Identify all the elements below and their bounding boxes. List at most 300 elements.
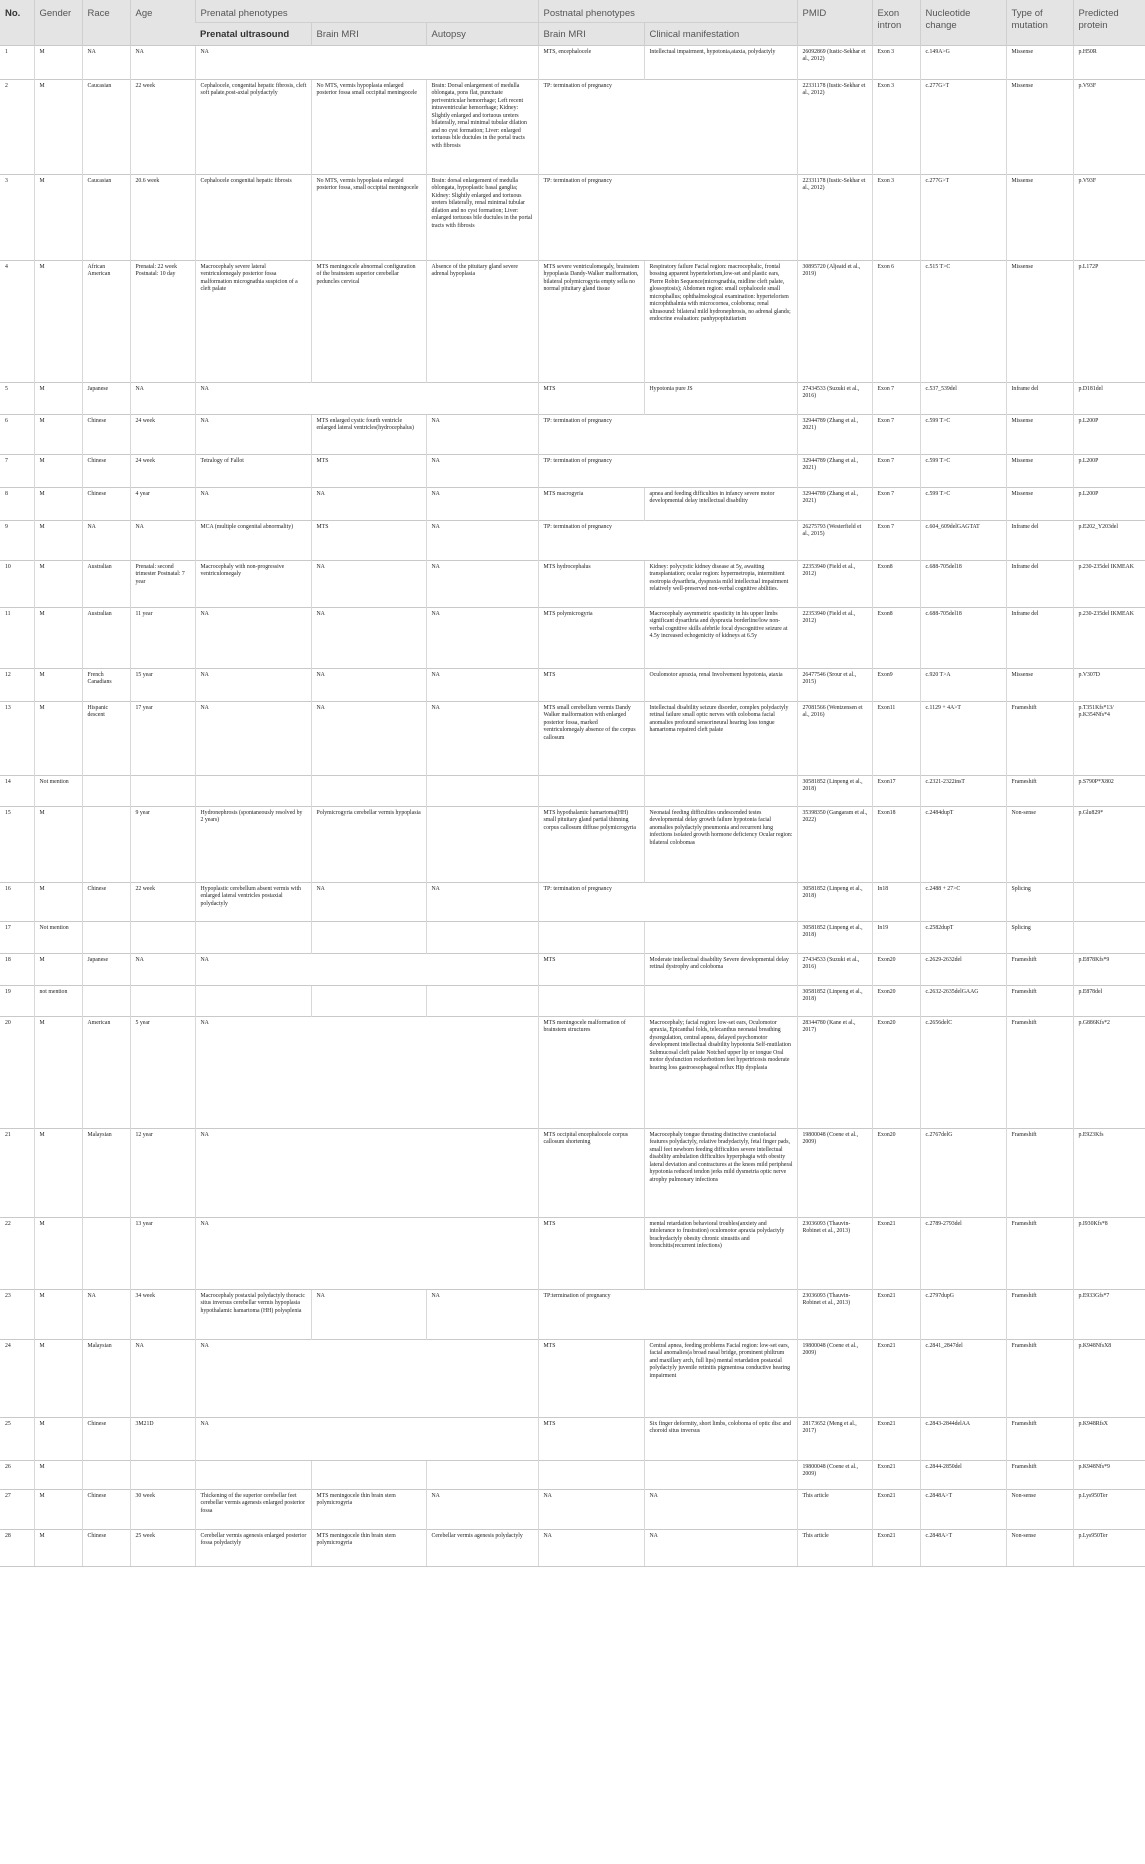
- cell-nucleotide-change: c.2789-2793del: [920, 1217, 1006, 1289]
- table-header: [0, 0, 1145, 45]
- cell-nucleotide-change: c.2767delG: [920, 1128, 1006, 1217]
- cell-nucleotide-change: c.2848A>T: [920, 1489, 1006, 1529]
- cell-mutation-type: Splicing: [1006, 921, 1073, 953]
- cell-nucleotide-change: c.920 T>A: [920, 668, 1006, 701]
- cell-postnatal-brain-mri: MTS: [538, 668, 644, 701]
- cell-age: 9 year: [130, 806, 195, 882]
- cell-exon-intron: Exon8: [872, 560, 920, 607]
- cell-predicted-protein: p.H50R: [1073, 45, 1145, 79]
- cell-no: 7: [0, 454, 34, 487]
- cell-gender: M: [34, 1460, 82, 1489]
- cell-gender: M: [34, 79, 82, 174]
- cell-autopsy: NA: [426, 882, 538, 921]
- table-row: [0, 382, 1145, 414]
- table-row: [0, 1016, 1145, 1128]
- cell-mutation-type: Non-sense: [1006, 1529, 1073, 1566]
- cell-mutation-type: Frameshift: [1006, 985, 1073, 1016]
- cell-no: 21: [0, 1128, 34, 1217]
- cell-mutation-type: Frameshift: [1006, 1460, 1073, 1489]
- cell-mutation-type: Frameshift: [1006, 701, 1073, 775]
- table-row: [0, 520, 1145, 560]
- cell-prenatal-brain-mri: MTS meningocele thin brain stem polymicrogyria: [311, 1529, 426, 1566]
- table-row: [0, 487, 1145, 520]
- cell-exon-intron: Exon 6: [872, 260, 920, 382]
- table-row: [0, 806, 1145, 882]
- cell-prenatal-brain-mri: NA: [311, 1289, 426, 1339]
- cell-postnatal-brain-mri: MTS: [538, 1339, 644, 1417]
- cell-pmid: 22353940 (Field et al., 2012): [797, 560, 872, 607]
- cell-predicted-protein: p.V93F: [1073, 79, 1145, 174]
- table-row: [0, 414, 1145, 454]
- cell-no: 2: [0, 79, 34, 174]
- cell-autopsy: NA: [426, 454, 538, 487]
- cell-pmid: 22331178 (Iustic-Sekhar et al., 2012): [797, 79, 872, 174]
- cell-nucleotide-change: c.2797dupG: [920, 1289, 1006, 1339]
- cell-prenatal-brain-mri: No MTS, vermis hypoplasia enlarged posterior fossa, small occipital meningocele: [311, 174, 426, 260]
- cell-prenatal-ultrasound: NA: [195, 1417, 538, 1460]
- cell-pmid: 22353940 (Field et al., 2012): [797, 607, 872, 668]
- cell-age: NA: [130, 953, 195, 985]
- cell-prenatal-ultrasound: NA: [195, 1339, 538, 1417]
- cell-exon-intron: Exon21: [872, 1417, 920, 1460]
- cell-prenatal-ultrasound: [195, 985, 311, 1016]
- cell-prenatal-brain-mri: NA: [311, 607, 426, 668]
- table-row: [0, 668, 1145, 701]
- cell-prenatal-ultrasound: Macrocephaly severe lateral ventriculomegaly posterior fossa malformation micrognathia suspicion of a cleft palate: [195, 260, 311, 382]
- cell-no: 4: [0, 260, 34, 382]
- cell-nucleotide-change: c.537_539del: [920, 382, 1006, 414]
- cell-gender: M: [34, 520, 82, 560]
- cell-autopsy: NA: [426, 1289, 538, 1339]
- cell-postnatal-brain-mri: MTS, encephalocele: [538, 45, 644, 79]
- cell-race: Hispanic descent: [82, 701, 130, 775]
- cell-gender: M: [34, 260, 82, 382]
- cell-mutation-type: Non-sense: [1006, 806, 1073, 882]
- header-autopsy: Autopsy: [426, 22, 538, 45]
- table-row: [0, 985, 1145, 1016]
- cell-pmid: 26092869 (Iustic-Sekhar et al., 2012): [797, 45, 872, 79]
- cell-prenatal-ultrasound: NA: [195, 701, 311, 775]
- cell-postnatal-brain-mri: MTS: [538, 1217, 644, 1289]
- cell-no: 10: [0, 560, 34, 607]
- cell-age: 25 week: [130, 1529, 195, 1566]
- cell-gender: M: [34, 1217, 82, 1289]
- cell-pmid: 32944789 (Zhang et al., 2021): [797, 487, 872, 520]
- cell-pmid: 27434533 (Suzuki et al., 2016): [797, 953, 872, 985]
- cell-race: [82, 921, 130, 953]
- cell-age: 13 year: [130, 1217, 195, 1289]
- cell-exon-intron: Exon 3: [872, 45, 920, 79]
- table-row: [0, 1289, 1145, 1339]
- cell-predicted-protein: p.T351Kfs*13/ p.K354Nfs*4: [1073, 701, 1145, 775]
- cell-age: NA: [130, 382, 195, 414]
- cell-gender: M: [34, 414, 82, 454]
- table-row: [0, 45, 1145, 79]
- cell-predicted-protein: p.E202_Y203del: [1073, 520, 1145, 560]
- cell-gender: M: [34, 487, 82, 520]
- cell-gender: M: [34, 1339, 82, 1417]
- cell-exon-intron: Exon 3: [872, 174, 920, 260]
- cell-postnatal-brain-mri: MTS: [538, 953, 644, 985]
- cell-race: Chinese: [82, 1417, 130, 1460]
- cell-pmid: 30581852 (Linpeng et al., 2018): [797, 775, 872, 806]
- cell-clinical-manifestation: Macrocephaly tongue thrusting distinctive craniofacial features polydactyly, relative bradydactyly, fetal finger pads, small feet newborn feeding difficulties severe intellectual disability ambulation difficulties hyperphagia with obesity lateral deviation and contractures at the knees mild peripheral hypotonia reduced tendon jerks mild dysmetria optic nerve atrophy pulmonary infections: [644, 1128, 797, 1217]
- cell-age: 24 week: [130, 414, 195, 454]
- cell-postnatal-brain-mri: MTS hypothalamic hamartoma(HH) small pituitary gland partial thinning corpus callosum diffuse polymicrogyria: [538, 806, 644, 882]
- cell-race: Australian: [82, 607, 130, 668]
- cell-age: NA: [130, 520, 195, 560]
- cell-exon-intron: Exon20: [872, 953, 920, 985]
- cell-nucleotide-change: c.2843-2844delAA: [920, 1417, 1006, 1460]
- cell-predicted-protein: p.V307D: [1073, 668, 1145, 701]
- cell-race: [82, 1217, 130, 1289]
- cell-age: 4 year: [130, 487, 195, 520]
- cell-gender: M: [34, 560, 82, 607]
- cell-clinical-manifestation: Central apnea, feeding problems Facial region: low-set ears, facial anomalies(a broad nasal bridge, prominent philtrum and maxillary arch, full lips) mental retardation postaxial polydactyly juvenile retinitis pigmentosa conductive hearing impairment: [644, 1339, 797, 1417]
- cell-exon-intron: Exon21: [872, 1489, 920, 1529]
- cell-clinical-manifestation: Moderate intellectual disability Severe developmental delay retinal dystrophy and coloboma: [644, 953, 797, 985]
- cell-autopsy: NA: [426, 520, 538, 560]
- cell-mutation-type: Missense: [1006, 45, 1073, 79]
- cell-pmid: 22331178 (Iustic-Sekhar et al., 2012): [797, 174, 872, 260]
- cell-no: 1: [0, 45, 34, 79]
- cell-postnatal-brain-mri: TP: termination of pregnancy: [538, 414, 797, 454]
- cell-autopsy: NA: [426, 487, 538, 520]
- cell-prenatal-brain-mri: Polymicrogyria cerebellar vermis hypoplasia: [311, 806, 426, 882]
- cell-prenatal-brain-mri: No MTS, vermis hypoplasia enlarged posterior fossa small occipital meningocele: [311, 79, 426, 174]
- table-row: [0, 79, 1145, 174]
- cell-gender: M: [34, 454, 82, 487]
- cell-race: French Canadians: [82, 668, 130, 701]
- cell-race: NA: [82, 520, 130, 560]
- cell-mutation-type: Frameshift: [1006, 1016, 1073, 1128]
- cell-prenatal-brain-mri: MTS meningocele thin brain stem polymicrogyria: [311, 1489, 426, 1529]
- cell-postnatal-brain-mri: TP: termination of pregnancy: [538, 882, 797, 921]
- cell-postnatal-brain-mri: MTS: [538, 382, 644, 414]
- cell-prenatal-ultrasound: Cephalocele congenital hepatic fibrosis: [195, 174, 311, 260]
- cell-pmid: This article: [797, 1489, 872, 1529]
- cell-predicted-protein: p.Glu829*: [1073, 806, 1145, 882]
- header-postnatal-phenotypes: Postnatal phenotypes: [538, 0, 797, 22]
- cell-clinical-manifestation: Kidney: polycystic kidney disease at 5y, awaiting transplantation; ocular region: hypermetropia, intermittent esotropia dysarthria, dyspraxia mild intellectual impairment relatively well-preserved non-verbal cognitive abilities.: [644, 560, 797, 607]
- cell-exon-intron: Exon8: [872, 607, 920, 668]
- cell-age: 5 year: [130, 1016, 195, 1128]
- cell-nucleotide-change: c.1129 + 4A>T: [920, 701, 1006, 775]
- cell-mutation-type: Missense: [1006, 487, 1073, 520]
- cell-autopsy: NA: [426, 560, 538, 607]
- cell-predicted-protein: p.230-235del IKMEAK: [1073, 560, 1145, 607]
- cell-prenatal-brain-mri: NA: [311, 560, 426, 607]
- cell-exon-intron: Exon20: [872, 1128, 920, 1217]
- cell-pmid: 32944789 (Zhang et al., 2021): [797, 454, 872, 487]
- cell-prenatal-ultrasound: NA: [195, 45, 538, 79]
- cell-age: NA: [130, 1339, 195, 1417]
- cell-gender: M: [34, 806, 82, 882]
- cell-clinical-manifestation: [644, 985, 797, 1016]
- cell-clinical-manifestation: [644, 775, 797, 806]
- table-row: [0, 701, 1145, 775]
- cell-prenatal-ultrasound: NA: [195, 382, 538, 414]
- cell-predicted-protein: p.K948NfsX8: [1073, 1339, 1145, 1417]
- cell-postnatal-brain-mri: NA: [538, 1529, 644, 1566]
- cell-age: 30 week: [130, 1489, 195, 1529]
- table-row: [0, 454, 1145, 487]
- cell-nucleotide-change: c.149A>G: [920, 45, 1006, 79]
- cell-prenatal-ultrasound: Cerebellar vermis agenesis enlarged posterior fossa polydactyly: [195, 1529, 311, 1566]
- table-row: [0, 560, 1145, 607]
- cell-predicted-protein: p.E933Gfs*7: [1073, 1289, 1145, 1339]
- cell-predicted-protein: p.L172P: [1073, 260, 1145, 382]
- cell-postnatal-brain-mri: MTS occipital encephalocele corpus callosum shortening: [538, 1128, 644, 1217]
- cell-exon-intron: Exon21: [872, 1289, 920, 1339]
- cell-prenatal-ultrasound: NA: [195, 487, 311, 520]
- cell-age: NA: [130, 45, 195, 79]
- cell-exon-intron: Exon21: [872, 1339, 920, 1417]
- cell-race: [82, 985, 130, 1016]
- cell-gender: not mention: [34, 985, 82, 1016]
- cell-no: 8: [0, 487, 34, 520]
- cell-pmid: 26275793 (Westerfield et al., 2015): [797, 520, 872, 560]
- cell-prenatal-ultrasound: Hypoplastic cerebellum absent vermis with enlarged lateral ventricles postaxial polydactyly: [195, 882, 311, 921]
- cell-prenatal-ultrasound: Macrocephaly postaxial polydactyly thoracic situs inversus cerebellar vermis hypoplasia hypothalamic hamartoma (HH) polysplenia: [195, 1289, 311, 1339]
- cell-race: Malaysian: [82, 1339, 130, 1417]
- cell-postnatal-brain-mri: MTS severe ventriculomegaly, brainstem hypoplasia Dandy-Walker malformation, bilateral polymicrogyria empty sella no normal pituitary gland tissue: [538, 260, 644, 382]
- cell-gender: M: [34, 953, 82, 985]
- cell-exon-intron: Exon 7: [872, 382, 920, 414]
- cell-age: 11 year: [130, 607, 195, 668]
- cell-mutation-type: Frameshift: [1006, 1128, 1073, 1217]
- table-row: [0, 1217, 1145, 1289]
- cell-gender: M: [34, 382, 82, 414]
- cell-prenatal-ultrasound: MCA (multiple congenital abnormality): [195, 520, 311, 560]
- cell-predicted-protein: p.G886Kfs*2: [1073, 1016, 1145, 1128]
- cell-postnatal-brain-mri: TP: termination of pregnancy: [538, 174, 797, 260]
- cell-prenatal-brain-mri: [311, 1460, 426, 1489]
- cell-clinical-manifestation: Intellectual impairment, hypotonia,ataxia, polydactyly: [644, 45, 797, 79]
- cell-pmid: 23036093 (Thauvin-Robinet et al., 2013): [797, 1217, 872, 1289]
- cell-mutation-type: Frameshift: [1006, 1289, 1073, 1339]
- table-row: [0, 1128, 1145, 1217]
- cell-prenatal-brain-mri: [311, 921, 426, 953]
- cell-postnatal-brain-mri: MTS polymicrogyria: [538, 607, 644, 668]
- cell-predicted-protein: p.Lys950Ter: [1073, 1489, 1145, 1529]
- table-body: [0, 45, 1145, 1566]
- cell-exon-intron: Exon17: [872, 775, 920, 806]
- cell-race: African American: [82, 260, 130, 382]
- cell-exon-intron: Exon21: [872, 1460, 920, 1489]
- cell-exon-intron: Exon11: [872, 701, 920, 775]
- cell-postnatal-brain-mri: TP:termination of pregnancy: [538, 1289, 797, 1339]
- cell-mutation-type: Frameshift: [1006, 1217, 1073, 1289]
- cell-clinical-manifestation: Oculomotor apraxia, renal Involvement hypotonia, ataxia: [644, 668, 797, 701]
- cell-race: [82, 806, 130, 882]
- cell-nucleotide-change: c.2321-2322insT: [920, 775, 1006, 806]
- cell-race: Chinese: [82, 487, 130, 520]
- cell-race: [82, 775, 130, 806]
- header-exon-intron: Exon intron: [872, 0, 920, 45]
- cell-prenatal-brain-mri: MTS: [311, 454, 426, 487]
- cell-prenatal-ultrasound: Hydronephrosis (spontaneously resolved by 2 years): [195, 806, 311, 882]
- cell-autopsy: NA: [426, 414, 538, 454]
- cell-postnatal-brain-mri: MTS macrogyria: [538, 487, 644, 520]
- cell-clinical-manifestation: Respiratory failure Facial region: macrocephalic, frontal bossing apparent hypertelorism,low-set and plastic ears, Pierre Robin Sequence(micrognathia, midline cleft palate, glossoptosis); Abdomen region: small cephalocele small microphallus; ophthalmological examination: hypertelorism microphthalmia with microcornea, coloboma; renal ultrasound: bilateral mild hydronephrosis, no adrenal glands; endocrine evaluation: panhypopituitarism: [644, 260, 797, 382]
- cell-age: Prenatal: second trimester Postnatal: 7 year: [130, 560, 195, 607]
- cell-clinical-manifestation: mental retardation behavioral troubles(anxiety and intolerance to frustration) oculomotor apraxia polydactyly brachydactyly obesity chronic sinusitis and bronchitis(recurrent infections): [644, 1217, 797, 1289]
- cell-clinical-manifestation: NA: [644, 1529, 797, 1566]
- cell-nucleotide-change: c.2629-2632del: [920, 953, 1006, 985]
- cell-race: NA: [82, 1289, 130, 1339]
- cell-pmid: 28173652 (Meng et al., 2017): [797, 1417, 872, 1460]
- cell-nucleotide-change: c.599 T>C: [920, 487, 1006, 520]
- table-row: [0, 260, 1145, 382]
- cell-no: 25: [0, 1417, 34, 1460]
- cell-no: 26: [0, 1460, 34, 1489]
- cell-gender: M: [34, 701, 82, 775]
- cell-gender: M: [34, 1489, 82, 1529]
- cell-no: 12: [0, 668, 34, 701]
- cell-pmid: 35398350 (Gangaram et al., 2022): [797, 806, 872, 882]
- cell-no: 28: [0, 1529, 34, 1566]
- cell-no: 19: [0, 985, 34, 1016]
- cell-clinical-manifestation: [644, 921, 797, 953]
- cell-nucleotide-change: c.2844-2850del: [920, 1460, 1006, 1489]
- header-pmid: PMID: [797, 0, 872, 45]
- cell-nucleotide-change: c.277G>T: [920, 174, 1006, 260]
- cell-nucleotide-change: c.2848A>T: [920, 1529, 1006, 1566]
- header-predicted-protein: Predicted protein: [1073, 0, 1145, 45]
- cell-race: Caucasian: [82, 79, 130, 174]
- cell-postnatal-brain-mri: [538, 1460, 644, 1489]
- cell-prenatal-brain-mri: NA: [311, 701, 426, 775]
- table-row: [0, 953, 1145, 985]
- cell-mutation-type: Missense: [1006, 174, 1073, 260]
- cell-exon-intron: Exon21: [872, 1529, 920, 1566]
- cell-predicted-protein: p.I930Kfs*8: [1073, 1217, 1145, 1289]
- cell-clinical-manifestation: [644, 1460, 797, 1489]
- cell-clinical-manifestation: Hypotonia pure JS: [644, 382, 797, 414]
- cell-prenatal-ultrasound: NA: [195, 668, 311, 701]
- cell-age: 20.6 week: [130, 174, 195, 260]
- cell-age: 3M21D: [130, 1417, 195, 1460]
- cell-nucleotide-change: c.688-705del18: [920, 560, 1006, 607]
- cell-prenatal-brain-mri: MTS meningocele abnormal configuration of the brainstem superior cerebellar peduncles cervical: [311, 260, 426, 382]
- cell-mutation-type: Inframe del: [1006, 520, 1073, 560]
- header-gender: Gender: [34, 0, 82, 45]
- cell-no: 16: [0, 882, 34, 921]
- cell-autopsy: NA: [426, 668, 538, 701]
- table-row: [0, 1529, 1145, 1566]
- cell-mutation-type: Inframe del: [1006, 607, 1073, 668]
- cell-prenatal-ultrasound: Cephalocele, congenital hepatic fibrosis, cleft soft palate,post-axial polydactyly: [195, 79, 311, 174]
- cell-pmid: 30581852 (Linpeng et al., 2018): [797, 882, 872, 921]
- cell-exon-intron: In19: [872, 921, 920, 953]
- cell-prenatal-brain-mri: MTS enlarged cystic fourth ventricle enlarged lateral ventricles(hydrocephalus): [311, 414, 426, 454]
- cell-prenatal-brain-mri: NA: [311, 882, 426, 921]
- cell-prenatal-brain-mri: [311, 985, 426, 1016]
- cell-age: [130, 921, 195, 953]
- cell-pmid: 26477546 (Srour et al., 2015): [797, 668, 872, 701]
- cell-autopsy: Absence of the pituitary gland severe adrenal hypoplasia: [426, 260, 538, 382]
- cell-race: Chinese: [82, 414, 130, 454]
- cell-clinical-manifestation: apnea and feeding difficulties in infancy severe motor developmental delay intellectual disability: [644, 487, 797, 520]
- cell-gender: M: [34, 607, 82, 668]
- cell-predicted-protein: p.E878del: [1073, 985, 1145, 1016]
- table-row: [0, 1460, 1145, 1489]
- cell-postnatal-brain-mri: TP: termination of pregnancy: [538, 454, 797, 487]
- cell-gender: M: [34, 1417, 82, 1460]
- cell-race: Japanese: [82, 953, 130, 985]
- header-age: Age: [130, 0, 195, 45]
- cell-predicted-protein: p.K948Nfs*9: [1073, 1460, 1145, 1489]
- cell-predicted-protein: [1073, 921, 1145, 953]
- header-nucleotide-change: Nucleotide change: [920, 0, 1006, 45]
- cell-no: 5: [0, 382, 34, 414]
- cell-prenatal-brain-mri: [311, 775, 426, 806]
- cell-age: 17 year: [130, 701, 195, 775]
- cell-age: 24 week: [130, 454, 195, 487]
- cell-prenatal-ultrasound: Tetralogy of Fallot: [195, 454, 311, 487]
- header-prenatal-ultrasound: Prenatal ultrasound: [195, 22, 311, 45]
- cell-race: Chinese: [82, 454, 130, 487]
- cell-mutation-type: Frameshift: [1006, 953, 1073, 985]
- cell-race: Chinese: [82, 1489, 130, 1529]
- cell-age: Prenatal: 22 week Postnatal: 10 day: [130, 260, 195, 382]
- cell-pmid: 30581852 (Linpeng et al., 2018): [797, 985, 872, 1016]
- cell-pmid: 30895720 (Aljeaid et al., 2019): [797, 260, 872, 382]
- cell-nucleotide-change: c.2656delC: [920, 1016, 1006, 1128]
- cell-autopsy: NA: [426, 1489, 538, 1529]
- cell-clinical-manifestation: Six finger deformity, short limbs, coloboma of optic disc and choroid situs inversus: [644, 1417, 797, 1460]
- cell-mutation-type: Inframe del: [1006, 560, 1073, 607]
- cell-exon-intron: Exon 7: [872, 487, 920, 520]
- cell-race: American: [82, 1016, 130, 1128]
- cell-postnatal-brain-mri: [538, 985, 644, 1016]
- cell-gender: M: [34, 1016, 82, 1128]
- cell-postnatal-brain-mri: TP: termination of pregnancy: [538, 520, 797, 560]
- cell-nucleotide-change: c.2488 + 27>C: [920, 882, 1006, 921]
- cell-age: 22 week: [130, 882, 195, 921]
- cell-exon-intron: Exon18: [872, 806, 920, 882]
- header-mutation-type: Type of mutation: [1006, 0, 1073, 45]
- cell-exon-intron: Exon 3: [872, 79, 920, 174]
- cell-gender: M: [34, 1289, 82, 1339]
- cell-prenatal-brain-mri: NA: [311, 668, 426, 701]
- cell-exon-intron: Exon 7: [872, 414, 920, 454]
- cell-age: 34 week: [130, 1289, 195, 1339]
- cell-predicted-protein: p.E923Kfs: [1073, 1128, 1145, 1217]
- cell-race: Chinese: [82, 882, 130, 921]
- cell-race: Australian: [82, 560, 130, 607]
- cell-pmid: 19800048 (Coene et al., 2009): [797, 1460, 872, 1489]
- cell-prenatal-brain-mri: MTS: [311, 520, 426, 560]
- cell-pmid: 32944789 (Zhang et al., 2021): [797, 414, 872, 454]
- cell-predicted-protein: p.L200P: [1073, 414, 1145, 454]
- cell-age: [130, 775, 195, 806]
- cell-gender: M: [34, 174, 82, 260]
- cell-no: 13: [0, 701, 34, 775]
- cell-prenatal-ultrasound: NA: [195, 1016, 538, 1128]
- cell-prenatal-brain-mri: NA: [311, 487, 426, 520]
- cell-nucleotide-change: c.277G>T: [920, 79, 1006, 174]
- cell-no: 20: [0, 1016, 34, 1128]
- cell-autopsy: NA: [426, 701, 538, 775]
- cell-gender: Not mention: [34, 921, 82, 953]
- cell-predicted-protein: p.L200P: [1073, 454, 1145, 487]
- cell-pmid: 30581852 (Linpeng et al., 2018): [797, 921, 872, 953]
- table-row: [0, 921, 1145, 953]
- cell-predicted-protein: p.S790P*X802: [1073, 775, 1145, 806]
- cell-mutation-type: Splicing: [1006, 882, 1073, 921]
